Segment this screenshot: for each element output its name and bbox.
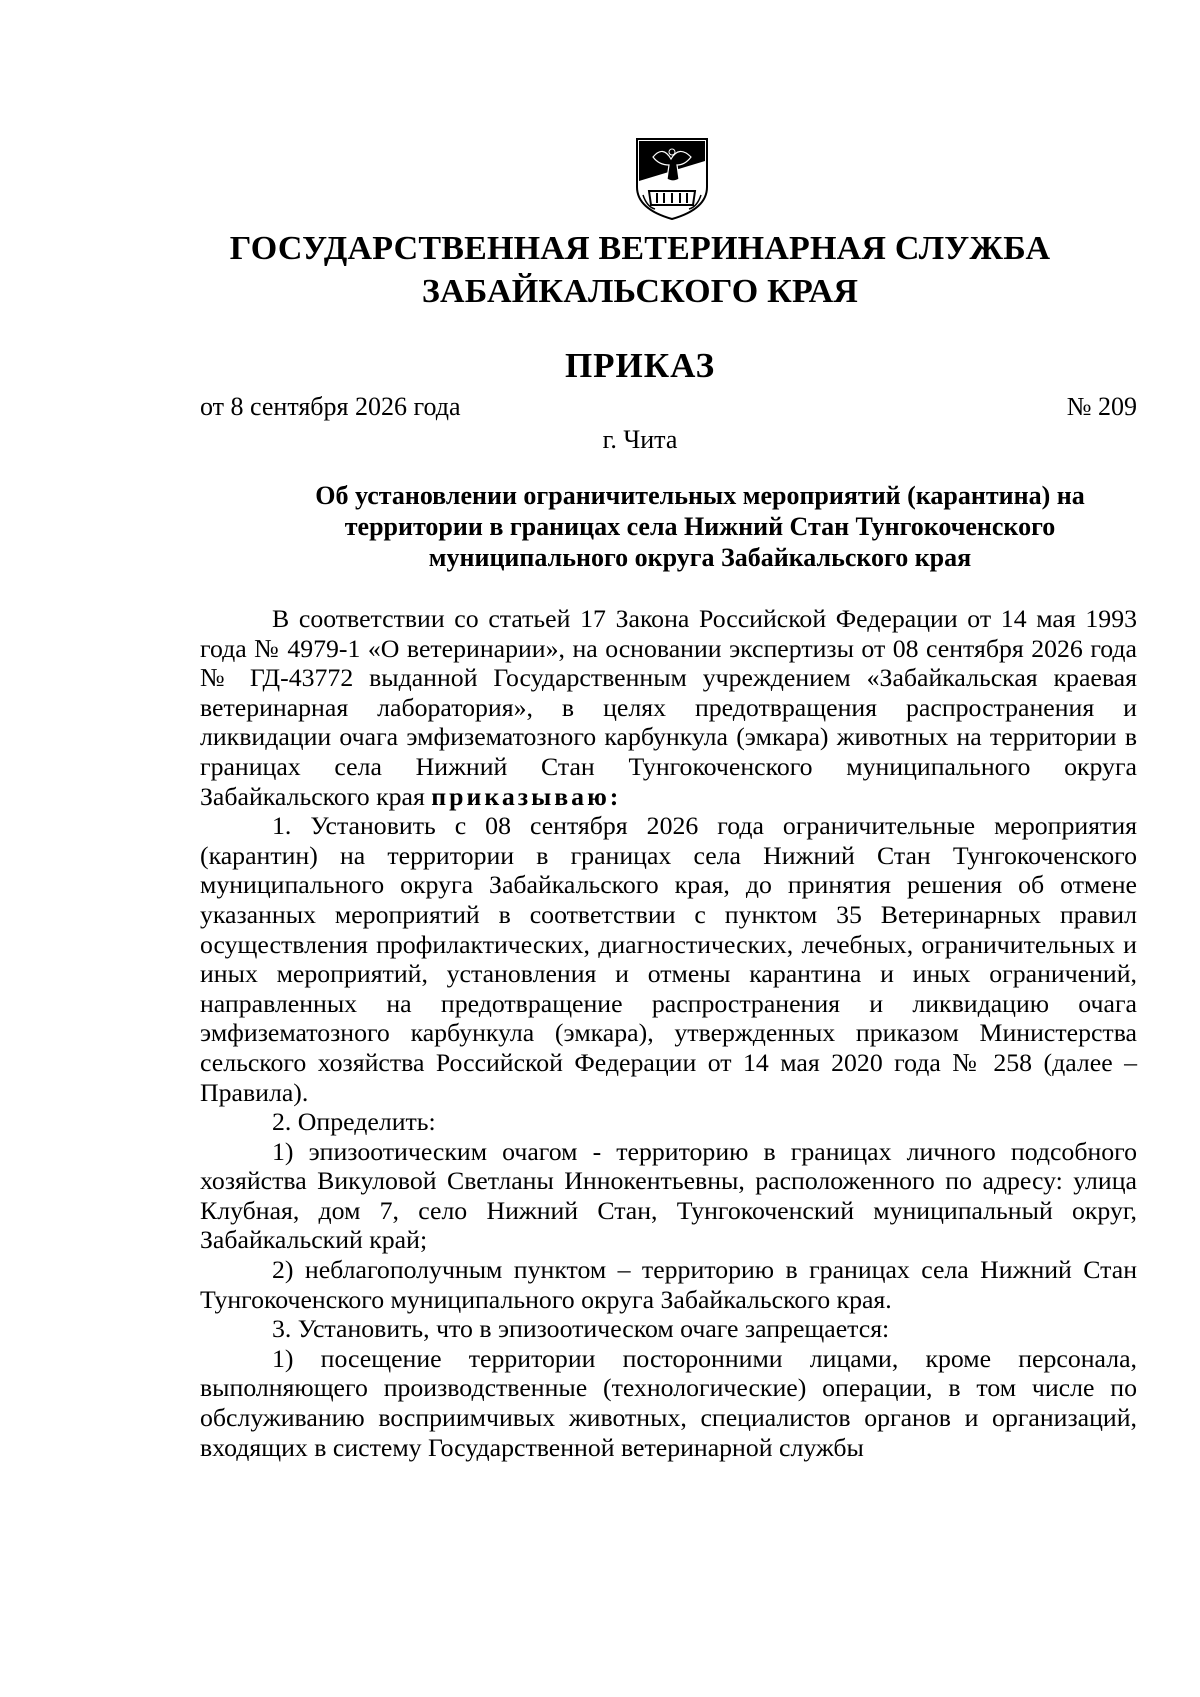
- paragraph-3-1: 1) посещение территории посторонними лицами, кроме персонала, выполняющего производственные (технологические) операции, в том числе по обслуживанию восприимчивых животных, специалистов органов и организаций, входящих в систему Государственной ветеринарной службы: [200, 1343, 1137, 1462]
- paragraph-2-2: 2) неблагополучным пунктом – территорию в границах села Нижний Стан Тунгокоченского муниципального округа Забайкальского края.: [200, 1255, 1137, 1314]
- document-city: г. Чита: [602, 425, 678, 454]
- preamble-text: В соответствии со статьей 17 Закона Российской Федерации от 14 мая 1993 года № 4979-1 «О ветеринарии», на основании экспертизы от 08 сентября 2026 года № ГД-43772 выданной Государственным учреждением «Забайкальская краевая ветеринарная лаборатория», в целях предотвращения распространения и ликвидации очага эмфизематозного карбункула (эмкара) животных на территории в границах села Нижний Стан Тунгокоченского муниципального округа Забайкальского края: [200, 604, 1137, 811]
- document-number: № 209: [1066, 392, 1137, 421]
- paragraph-1: 1. Установить с 08 сентября 2026 года ограничительные мероприятия (карантин) на территории в границах села Нижний Стан Тунгокоченского муниципального округа Забайкальского края, до принятия решения об отмене указанных мероприятий в соответствии с пунктом 35 Ветеринарных правил осуществления профилактических, диагностических, лечебных, ограничительных и иных мероприятий, установления и отмены карантина и иных ограничений, направленных на предотвращение распространения и ликвидацию очага эмфизематозного карбункула (эмкара), утвержденных приказом Министерства сельского хозяйства Российской Федерации от 14 мая 2020 года № 258 (далее – Правила).: [200, 811, 1137, 1107]
- subject-line: Об установлении ограничительных мероприятий (карантина) на: [315, 481, 1085, 510]
- document-date: от 8 сентября 2026 года: [200, 392, 461, 421]
- coat-of-arms-icon: [633, 135, 711, 221]
- paragraph-2: 2. Определить:: [272, 1107, 436, 1137]
- document-subject: [270, 480, 1130, 573]
- organization-name-line2: ЗАБАЙКАЛЬСКОГО КРАЯ: [421, 273, 859, 310]
- subject-line: муниципального округа Забайкальского края: [428, 543, 972, 572]
- document-body: [200, 604, 1137, 1462]
- order-word: приказываю:: [431, 781, 622, 811]
- preamble-paragraph: [200, 604, 1137, 811]
- document-type-title: ПРИКАЗ: [564, 346, 716, 385]
- paragraph-2-1: 1) эпизоотическим очагом - территорию в границах личного подсобного хозяйства Викуловой Светланы Иннокентьевны, расположенного по адресу: улица Клубная, дом 7, село Нижний Стан, Тунгокоченский муниципальный округ, Забайкальский край;: [200, 1136, 1137, 1255]
- organization-name-line1: ГОСУДАРСТВЕННАЯ ВЕТЕРИНАРНАЯ СЛУЖБА: [229, 230, 1051, 267]
- subject-line: территории в границах села Нижний Стан Тунгокоченского: [344, 512, 1056, 541]
- paragraph-3: 3. Установить, что в эпизоотическом очаге запрещается:: [272, 1314, 890, 1344]
